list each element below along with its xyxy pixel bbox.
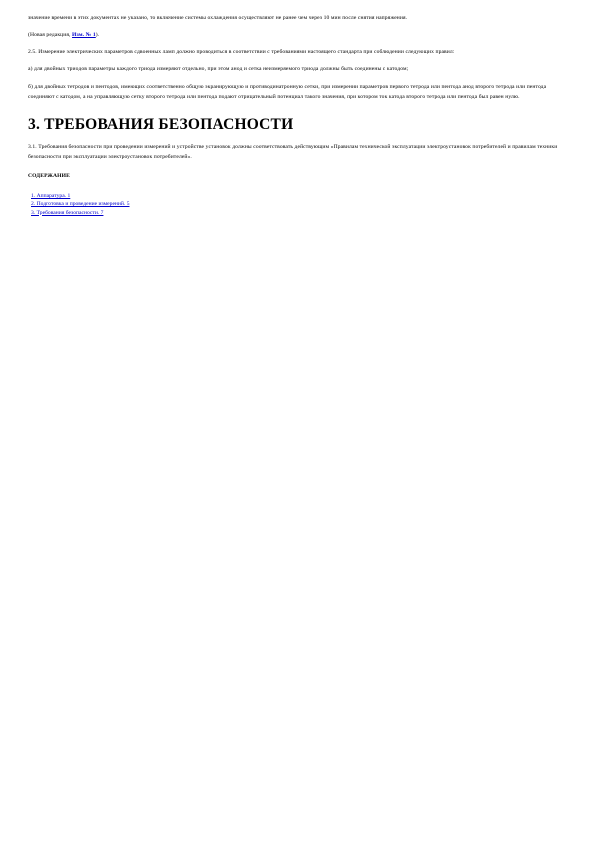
edit-note-suffix: ). xyxy=(95,31,100,38)
paragraph-2-5: 2.5. Измерение электрических параметров сдвоенных ламп должно проводиться в соответствии с требованиями настоящего стандарта при соблюдении следующих правил: xyxy=(28,48,455,55)
paragraph-intro: значение времени в этих документах не указано, то включение системы охлаждения осуществляют не ранее чем через 10 мин после снятия напряжения. xyxy=(28,15,408,21)
section-heading: 3. ТРЕБОВАНИЯ БЕЗОПАСНОСТИ xyxy=(28,115,294,133)
document-page xyxy=(28,14,568,217)
toc-link-measurements[interactable]: 2. Подготовка и проведение измерений. 5 xyxy=(31,201,130,208)
paragraph-b: б) для двойных тетродов и пентодов, имеющих соответственно общую экранирующую и противодинатронную сетки, при измерении параметров первого тетрода или пентода анод второго тетрода или пентода соединяют с катодом, а на управляющую сетку второго тетрода или пентода подают отрицательный потенциал такого значения, при котором ток катода второго тетрода или пентода был равен нулю. xyxy=(28,84,547,100)
toc-title: СОДЕРЖАНИЕ xyxy=(28,173,70,180)
edit-note-prefix: (Новая редакция, xyxy=(28,31,73,38)
toc-link-apparatus[interactable]: 1. Аппаратура. 1 xyxy=(31,193,71,200)
amendment-link[interactable]: Изм. № 1 xyxy=(72,31,96,38)
edit-note xyxy=(28,31,568,41)
paragraph-a: а) для двойных триодов параметры каждого триода измеряют отдельно, при этом анод и сетка неизмеряемого триода должны быть соединены с катодом; xyxy=(28,66,409,73)
paragraph-3-1: 3.1. Требования безопасности при проведении измерений и устройстве установок должны соответствовать действующим «Правилам технической эксплуатации электроустановок потребителей и правилам техники безопасности при эксплуатации электроустановок потребителей». xyxy=(28,143,558,160)
table-of-contents xyxy=(28,192,568,217)
toc-link-safety[interactable]: 3. Требования безопасности. 7 xyxy=(31,209,104,216)
